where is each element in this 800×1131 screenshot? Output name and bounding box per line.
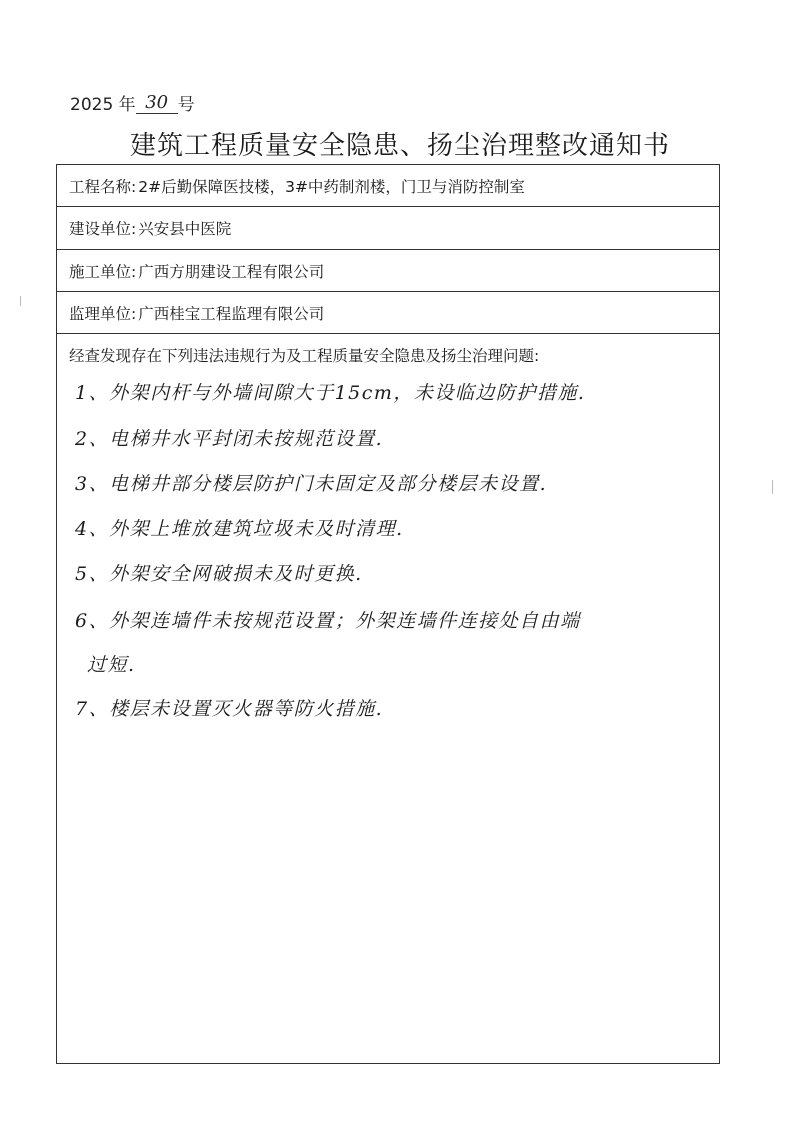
doc-number-handwritten: 30 [136,92,178,114]
supervisor-value: 广西桂宝工程监理有限公司 [138,304,325,323]
owner-row [57,207,719,250]
finding-item: 3、电梯井部分楼层防护门未固定及部分楼层未设置. [75,473,548,495]
supervisor-row [57,292,719,334]
document-number [70,90,195,116]
notice-form [56,164,720,1064]
finding-item: 2、电梯井水平封闭未按规范设置. [75,428,384,450]
finding-item: 6、外架连墙件未按规范设置；外架连墙件连接处自由端 [75,610,581,632]
contractor-value: 广西方朋建设工程有限公司 [138,262,325,281]
project-name-label: 工程名称: [69,177,137,196]
finding-item-continuation: 过短. [87,654,136,676]
finding-item: 5、外架安全网破损未及时更换. [75,563,363,585]
findings-intro: 经查发现存在下列违法违规行为及工程质量安全隐患及扬尘治理问题: [69,347,540,365]
findings-area [57,334,719,1063]
contractor-label: 施工单位: [69,262,137,281]
finding-item: 4、外架上堆放建筑垃圾未及时清理. [75,518,404,540]
doc-year: 2025 年 [70,95,136,115]
finding-item: 7、楼层未设置灭火器等防火措施. [75,698,384,720]
owner-label: 建设单位: [69,220,137,238]
supervisor-label: 监理单位: [69,304,137,323]
contractor-row [57,250,719,292]
doc-number-suffix: 号 [177,95,195,115]
project-name-value: 2#后勤保障医技楼，3#中药制剂楼，门卫与消防控制室 [138,177,525,196]
scan-margin-mark [772,480,773,494]
scan-margin-mark [20,296,21,306]
owner-value: 兴安县中医院 [138,220,232,238]
finding-item: 1、外架内杆与外墙间隙大于15cm，未设临边防护措施. [75,382,586,404]
project-name-row [57,165,719,207]
document-title: 建筑工程质量安全隐患、扬尘治理整改通知书 [129,131,670,161]
